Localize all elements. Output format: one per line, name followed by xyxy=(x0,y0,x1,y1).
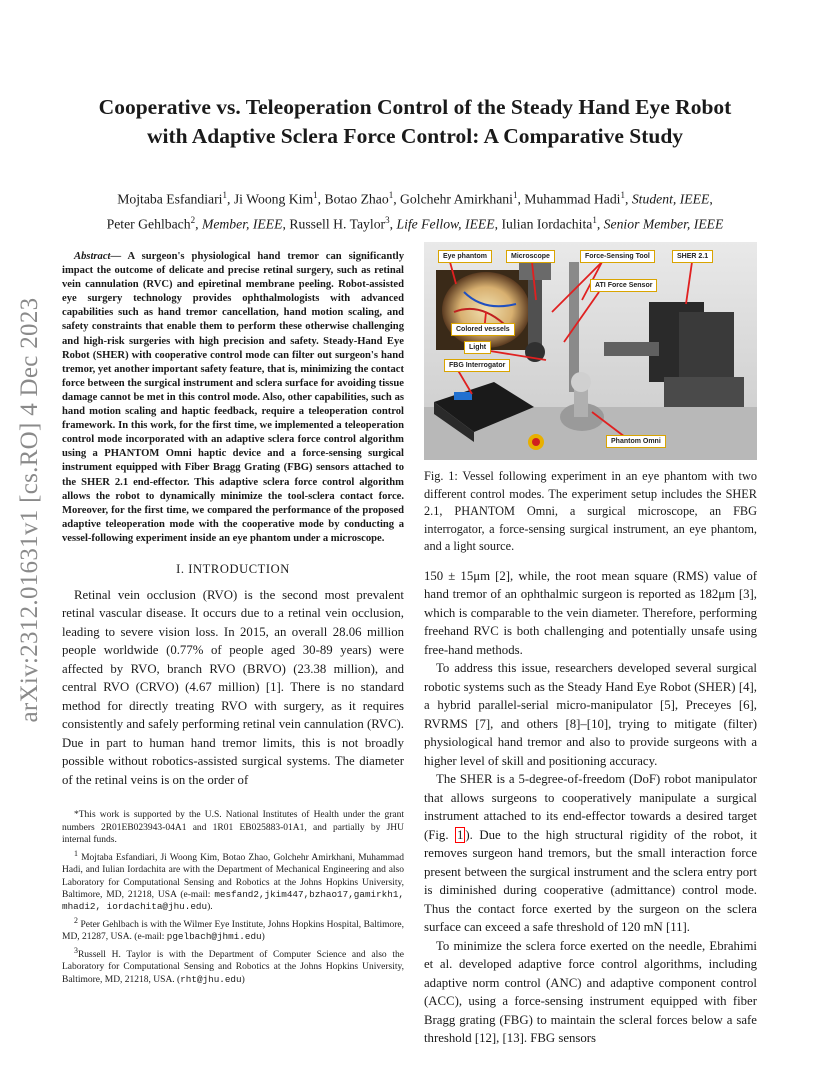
body-paragraph: To minimize the sclera force exerted on the needle, Ebrahimi et al. developed adaptive force control algorithms, including adaptive norm control (ANC) and adaptive component control (ACC), using a force-sensing instrument equipped with fiber Bragg grating (FBG) to maintain the scleral forces below a safe threshold [12], [13]. FBG sensors xyxy=(424,938,757,1046)
label-light: Light xyxy=(464,341,491,354)
affiliation-mark: 1 xyxy=(512,190,518,200)
affiliation-mark: 1 xyxy=(222,190,227,200)
author-line-1: Mojtaba Esfandiari$^1$, Ji Woong Kim$^1$, Botao Zhao$^1$, Golchehr Amirkhani$^1$, Muhammad Hadi$^1$, Student, IEEE, xyxy=(117,190,713,207)
abstract xyxy=(62,250,404,546)
footnotes xyxy=(62,809,404,986)
email-addresses: mesfand2,jkim447,bzhao17,gamirkh1, mhadi2, iordachita@jhu.edu xyxy=(62,889,404,913)
affiliation-mark: 2 xyxy=(190,214,196,225)
eye-phantom-inset xyxy=(436,270,536,350)
author-name: Golchehr Amirkhani xyxy=(400,191,513,207)
footnote-text: Peter Gehlbach is with the Wilmer Eye Institute, Johns Hopkins Hospital, Baltimore, MD, 21287, USA. (e-mail: xyxy=(62,920,404,943)
body-text: ). Due to the high structural rigidity of the robot, it removes surgeon hand tremors, but the small interaction force present between the surgical instrument and the sclera entry port is diminished during cooperative (admittance) control mode. Thus the contact force exerted by the surgeon on the sclera surface can exceed a safe threshold of 120 mN [11]. xyxy=(424,827,757,935)
affiliation-mark: 1 xyxy=(388,190,394,200)
author-role: Life Fellow, IEEE xyxy=(396,216,495,232)
author-name: Muhammad Hadi xyxy=(524,191,621,207)
footnote-affiliation-3 xyxy=(62,945,404,986)
footnote-mark: 2 xyxy=(74,915,78,925)
abstract-dash: — xyxy=(110,251,128,262)
left-column xyxy=(62,250,404,987)
author-role: Student, IEEE xyxy=(631,191,710,207)
affiliation-mark: 1 xyxy=(313,190,318,200)
figure-caption: Fig. 1: Vessel following experiment in an eye phantom with two different control modes. The experiment setup includes the SHER 2.1, PHANTOM Omni, a surgical microscope, an FBG interrogator, a force-sensing surgical instrument, an eye phantom, and a light source. xyxy=(424,469,757,554)
footnote-affiliation-1 xyxy=(62,848,404,914)
title-line-2: with Adaptive Sclera Force Control: A Comparative Study xyxy=(146,124,684,148)
author-line-2: Peter Gehlbach$^2$, Member, IEEE, Russell H. Taylor$^3$, Life Fellow, IEEE, Iulian Iordachita$^1$, Senior Member, IEEE xyxy=(106,214,724,232)
body-paragraph xyxy=(424,770,757,937)
email-address: pgelbach@jhmi.edu xyxy=(166,931,262,943)
affiliation-mark: 3 xyxy=(385,214,390,225)
footnote-text: ) xyxy=(261,932,265,943)
author-role: Senior Member, IEEE xyxy=(603,216,724,232)
body-paragraph: To address this issue, researchers developed several surgical robotic systems such as the Steady Hand Eye Robot (SHER) [4], a hybrid parallel-serial micro-manipulator [5], Preceyes [6], RVRMS [7], and others [8]–[10], trying to mitigate (filter) physiological hand tremor and also to provide surgeons with a higher level of skill and positioning accuracy. xyxy=(424,661,757,768)
author-list xyxy=(60,185,770,234)
footnote-text: ) xyxy=(241,974,245,985)
label-ati-force-sensor: ATI Force Sensor xyxy=(590,279,657,292)
author-name: Ji Woong Kim xyxy=(233,191,314,207)
footnote-text: ). xyxy=(207,902,213,913)
author-name: Peter Gehlbach xyxy=(106,216,191,232)
figure-experiment-setup xyxy=(424,242,757,460)
affiliation-mark: 1 xyxy=(620,190,625,200)
light-button-center xyxy=(532,438,540,446)
label-force-sensing-tool: Force-Sensing Tool xyxy=(580,250,655,263)
author-name: Botao Zhao xyxy=(324,191,389,207)
author-name: Mojtaba Esfandiari xyxy=(117,191,223,207)
intro-paragraph: Retinal vein occlusion (RVO) is the second most prevalent retinal vascular disease. It occurs due to a retinal vein occlusion, leading to severe vision loss. In 2015, an overall 28.06 million people worldwide (0.77% of people aged 30-89 years) were affected by RVO, branch RVO (BRVO) (23.38 million), and central RVO (CRVO) (4.67 million) [1]. There is no standard method for directly treating RVO with surgery, as it requires consistently and safely performing retinal vein cannulation (RVC). Due in part to human hand tremor limits, this is not broadly possible without robotics-assisted surgical systems. The diameter of the retinal veins is on the order of xyxy=(62,587,404,787)
title-line-1: Cooperative vs. Teleoperation Control of the Steady Hand Eye Robot xyxy=(98,95,732,119)
author-name: Iulian Iordachita xyxy=(501,216,593,232)
label-fbg-interrogator: FBG Interrogator xyxy=(444,359,510,372)
section-heading-introduction: I. INTRODUCTION xyxy=(176,561,290,576)
body-paragraph: 150 ± 15μm [2], while, the root mean square (RMS) value of hand tremor of an ophthalmic surgeon is reported as 182μm [3], which is comparable to the vein diameter. Therefore, performing freehand RVC is both challenging and potentially unsafe using free-hand methods. xyxy=(424,568,757,657)
paper-title xyxy=(60,93,770,151)
label-phantom-omni: Phantom Omni xyxy=(606,435,666,448)
right-column-body xyxy=(424,567,757,1048)
footnote-affiliation-2 xyxy=(62,915,404,944)
figure-reference-link[interactable]: 1 xyxy=(457,827,464,842)
affiliation-mark: 1 xyxy=(592,214,597,225)
footnote-text: Mojtaba Esfandiari, Ji Woong Kim, Botao Zhao, Golchehr Amirkhani, Muhammad Hadi, and Iulian Iordachita are with the Department of Mechanical Engineering and also Laboratory for Computational Sensing and Robotics at the Johns Hopkins University, Baltimore, MD, 21218, USA (e-mail: xyxy=(62,852,405,901)
abstract-label: Abstract xyxy=(74,251,111,262)
body-text: The SHER is a 5-degree-of-freedom (DoF) robot manipulator that allows surgeons to cooperatively manipulate a surgical instrument attached to its end-effector towards a desired target (Fig. xyxy=(424,772,757,842)
author-role: Member, IEEE xyxy=(201,216,283,232)
label-eye-phantom: Eye phantom xyxy=(438,250,492,263)
footnote-funding: *This work is supported by the U.S. National Institutes of Health under the grant numbers 2R01EB023943-04A1 and 1R01 EB025883-01A1, and partially by JHU internal funds. xyxy=(62,810,404,846)
arxiv-identifier-text: arXiv:2312.01631v1 [cs.RO] 4 Dec 2023 xyxy=(16,297,43,723)
abstract-text: A surgeon's physiological hand tremor can significantly impact the outcome of delicate and precise retinal surgery, such as retinal vein cannulation (RVC) and epiretinal membrane peeling. Robot-assisted eye surgery technology provides ophthalmologists with advanced capabilities such as hand tremor cancellation, hand motion scaling, and safety constraints that enable them to perform these otherwise challenging and high-risk surgeries with high precision and safety. Steady-Hand Eye Robot (SHER) with cooperative control mode can filter out surgeon's hand tremor, yet another important safety feature, that is, minimizing the contact force between the surgical instrument and sclera surface for avoiding tissue damage cannot be met in this control mode. Also, other capabilities, such as hand motion scaling and haptic feedback, require a teleoperation control framework. In this work, for the first time, we implemented a teleoperation control mode incorporated with an adaptive sclera force control algorithm using a PHANTOM Omni haptic device and a force-sensing surgical instrument equipped with Fiber Bragg Grating (FBG) sensors attached to the SHER 2.1 end-effector. This adaptive sclera force control algorithm allows the robot to dynamically minimize the tool-sclera contact force. Moreover, for the first time, we compared the performance of the proposed adaptive teleoperation mode with the cooperative mode by conducting a vessel-following experiment inside an eye phantom under a microscope. xyxy=(62,251,404,544)
label-sher: SHER 2.1 xyxy=(672,250,713,263)
arxiv-identifier xyxy=(10,297,50,723)
author-name: Russell H. Taylor xyxy=(289,216,386,232)
footnote-mark: 1 xyxy=(74,848,78,858)
right-column xyxy=(424,242,757,1048)
label-microscope: Microscope xyxy=(506,250,555,263)
footnote-text: Russell H. Taylor is with the Department of Computer Science and also the Laboratory for Computational Sensing and Robotics at the Johns Hopkins University, Baltimore, MD, 21218, USA. ( xyxy=(62,950,404,985)
footnote-mark: 3 xyxy=(74,945,78,955)
label-colored-vessels: Colored vessels xyxy=(451,323,515,336)
email-address: rht@jhu.edu xyxy=(180,973,242,985)
